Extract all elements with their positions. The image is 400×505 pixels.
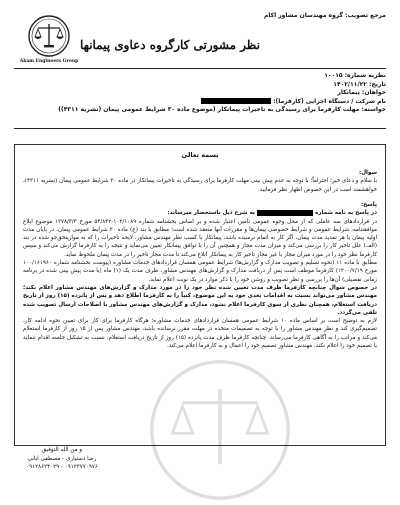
answer-label: پاسخ:: [361, 202, 377, 208]
org-line: نام شرکت / دستگاه اجرایی (کارفرما):: [14, 98, 386, 107]
answer-paragraph: در خصوص سوال چنانچه کارفرما ظرف مدت تعیین شده نظر خود را در مورد مدارک و گزارش‌های مهندس مشاور اعلام نکند؛ مهندس مشاور می‌تواند نسبت به اقدامات بعدی خود به این موضوع، کتباً را به کارفرما اطلاع دهد و پس از پانزده (۱۵) روز از تاریخ دریافت استعلام، همچنان نظری از سوی کارفرما اعلام نشود، مدارک و گزارش‌های مهندس مشاور با اصلاحات ارسال تصویب شده تلقی می‌گردد.: [23, 284, 377, 316]
question-label: سوال:: [358, 170, 377, 176]
answer-paragraph: لازم به توضیح است بر اساس ماده ۱۰ شرایط عمومی همسان قراردادهای خدمات مشاوره؛ هرگاه کارفرما برای کار برای تعیین نحوه ادامه کار، تصمیم‌گیری کند و نظر مهندس مشاور را با توجه به تصمیمات متخذه در مهلت مقرر نرسانده باشد، مهندس مشاور پس از ۱۵ روز از کارفرما استعلام می‌کند و مراتب را به آگاهی کارفرما می‌رساند. چنانچه کارفرما ظرف مدت پانزده (۱۵) روز از تاریخ دریافت استعلام، نسبت به تشکیل جلسه اقدام ننماید یا تصمیم خود را اعلام نکند، مهندس مشاور تصمیم خود را اعمال و به کارفرما اعلام می‌کند.: [23, 318, 377, 350]
answer-paragraph: مطابق با ماده ۱۱ (نحوه تسلیم و تصویب مدارک و گزارش‌ها) شرایط عمومی همسان قراردادهای خدمات مشاوره (پیوست بخشنامه شماره ۱۰۰/۱۶۱۹۶۰ مورخ ۱۴۰۰/۷/۱۹) کارفرما موظف است پس از دریافت مدارک و گزارش‌های مهندس مشاور، ظرف مدت یک (۱) ماه (یا مدت پیش بینی شده در برنامه زمانی تفصیلی) آن‌ها را بررسی و نظر تصویب و روشن خود را با ذکر موارد در یک نوبت اعلام نماید.: [23, 260, 378, 283]
answer-paragraph: در قراردادهای سه عاملی که از محل وجوه عمومی تامین اعتبار شده و بر اساس بخشنامه شماره ۱۰۲/۱۰۸۹-۵۴/۸۴۲ مورخ ۱۳۷۸/۳/۳ موضوع ابلاغ موافقتنامه، شرایط عمومی و شرایط خصوصی پیمان‌ها و مقررات آنها منعقد شده است؛ مطابق با بند (ج) ماده ۳۰ شرایط عمومی پیمان، در پایان مدت اولیه پیمان یا هر تمدید مدت پیمان، اگر کار به اتمام نرسیده باشد، پیمانکار با کسب نظر مهندس مشاور، لایحه تاخیرات را که به موازینحق‌جو شده در بند (الف) علل تاخیر کار را بررسی می‌کند و میزان مدت مجاز و همچنین آن را با توافق پیمانکار تعیین می‌نماید و نتیجه را به کارفرما گزارش می‌کند و سپس کارفرما نظر خود را در مورد میزان مجاز یا غیر مجاز تاخیر کار به پیمانکار ابلاغ می‌کند تا مدت مجاز تاخیر را در مدت پیمان ملحوظ نماید.: [23, 218, 378, 258]
watermark-scales-icon: [145, 355, 295, 505]
answer-intro-line: در پاسخ به نامه شمارهبه شرح ذیل باستحضار میرساند:: [167, 210, 377, 217]
opinion-body: [14, 144, 386, 446]
signature-block: [14, 446, 110, 472]
signatory-phones: ۰۹۱۲۳۷۷۰۹۷۶ - ۰۹۱۲۸۶۲۴۰۲۹: [26, 464, 98, 470]
opinion-number: نظریه شماره: ۱۰۰۱۵: [324, 72, 386, 79]
signatory-names: رضا دستیاری - مصطفی ابانی: [27, 455, 97, 462]
question-section: [23, 169, 377, 194]
logo-text: Akam Engineers Group: [19, 59, 79, 64]
redacted-block: [257, 210, 313, 216]
answer-section: [23, 201, 377, 350]
closing-line: و من الله التوفیق: [41, 447, 83, 453]
subject-line: خواسته: مهلت کارفرما برای رسیدگی به تاخیرات پیمانکار (موضوع ماده ۳۰ شرایط عمومی پیمان (نشریه ۴۳۱۱)): [58, 106, 386, 113]
approval-line: مرجع تصویب: گروه مهندسان مشاور اکام: [263, 12, 386, 19]
request-meta: [14, 72, 386, 115]
header-divider: [14, 68, 386, 69]
question-text: با سلام و دعای خیر؛ احتراماً؛ با توجه به عدم پیش بینی مهلت کارفرما برای رسیدگی به تاخیرات پیمانکار در ماده ۳۰ شرایط عمومی پیمان (نشریه ۴۳۱۱)، خواهشمند است در این خصوص اظهار نظر فرمایید.: [23, 178, 377, 193]
opinion-date: تاریخ: ۱۴۰۲/۱۱/۲۲: [333, 80, 386, 88]
page-title: نظر مشورتی کارگروه دعاوی پیمانها: [80, 38, 260, 52]
meta-divider: [14, 128, 386, 129]
redacted-block: [201, 98, 271, 104]
bismillah: بسمه تعالی: [181, 151, 219, 159]
requester-line: خواهان: پیمانکار: [337, 89, 386, 96]
